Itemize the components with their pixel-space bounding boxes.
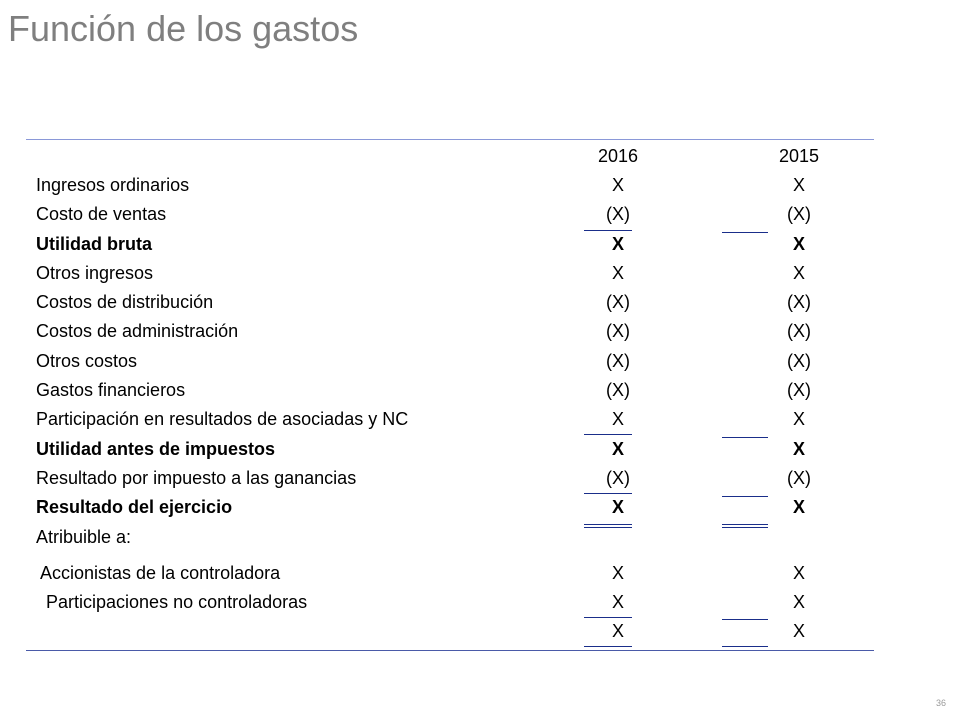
double-underline-2015 [722, 524, 768, 525]
table-row [36, 317, 876, 346]
row-label: Gastos financieros [36, 380, 186, 400]
table-row-final [36, 617, 876, 646]
table-row-subtotal [36, 230, 876, 259]
double-underline-2016 [584, 524, 632, 525]
double-underline-2016 [584, 646, 632, 647]
table-row [36, 405, 876, 434]
subtotal-underline-2016 [584, 493, 632, 494]
row-label: Utilidad bruta [36, 234, 152, 254]
value-2015: X [792, 409, 805, 429]
value-2015: X [792, 263, 805, 283]
double-underline-2015 [722, 646, 768, 647]
table-row [36, 559, 876, 588]
value-2015: (X) [787, 204, 811, 224]
value-2016: X [611, 497, 624, 517]
value-2016: (X) [606, 321, 630, 341]
value-2015: (X) [787, 321, 811, 341]
subtotal-underline-2015 [722, 232, 768, 233]
value-2016: X [611, 234, 624, 254]
table-row [36, 347, 876, 376]
value-2016: X [611, 563, 624, 583]
table-row [36, 288, 876, 317]
row-label: Otros ingresos [36, 263, 154, 283]
value-2015: (X) [787, 351, 811, 371]
table-row [36, 171, 876, 200]
value-2016: X [611, 592, 624, 612]
value-2016: (X) [606, 204, 630, 224]
subtotal-underline-2015 [722, 619, 768, 620]
value-2015: X [792, 497, 805, 517]
header-2015: 2015 [778, 146, 820, 166]
row-label: Participación en resultados de asociadas y NC [36, 409, 409, 429]
header-2016: 2016 [597, 146, 639, 166]
subtotal-underline-2015 [722, 437, 768, 438]
table-row [36, 200, 876, 229]
table-row [36, 588, 876, 617]
row-label: Atribuible a: [36, 527, 132, 547]
table-row [36, 464, 876, 493]
value-2015: X [792, 592, 805, 612]
value-2016: X [611, 175, 624, 195]
value-2015: X [792, 234, 805, 254]
value-2015: X [792, 175, 805, 195]
value-2016: X [611, 439, 624, 459]
subtotal-underline-2015 [722, 496, 768, 497]
value-2016: (X) [606, 351, 630, 371]
subtotal-underline-2016 [584, 434, 632, 435]
table-bottom-rule [26, 650, 874, 651]
value-2016: X [611, 409, 624, 429]
table-header-row [36, 142, 876, 171]
value-2016: (X) [606, 380, 630, 400]
value-2015: X [792, 621, 805, 641]
table-top-rule [26, 139, 874, 140]
subtotal-underline-2016 [584, 230, 632, 231]
double-underline-2015 [722, 527, 768, 528]
double-underline-2016 [584, 527, 632, 528]
table-row [36, 259, 876, 288]
row-label: Costos de distribución [36, 292, 214, 312]
row-label: Participaciones no controladoras [36, 592, 308, 612]
subtotal-underline-2016 [584, 617, 632, 618]
value-2016: X [611, 621, 624, 641]
row-label: Resultado por impuesto a las ganancias [36, 468, 357, 488]
value-2015: X [792, 563, 805, 583]
value-2015: (X) [787, 380, 811, 400]
row-label: Utilidad antes de impuestos [36, 439, 276, 459]
row-label: Resultado del ejercicio [36, 497, 233, 517]
table-row-total [36, 493, 876, 522]
value-2016: (X) [606, 292, 630, 312]
table-row-subtotal [36, 435, 876, 464]
slide-title: Función de los gastos [8, 8, 359, 49]
value-2015: (X) [787, 292, 811, 312]
value-2015: X [792, 439, 805, 459]
row-label: Costo de ventas [36, 204, 167, 224]
value-2016: X [611, 263, 624, 283]
row-label: Otros costos [36, 351, 138, 371]
value-2016: (X) [606, 468, 630, 488]
table-row [36, 376, 876, 405]
value-2015: (X) [787, 468, 811, 488]
row-label: Ingresos ordinarios [36, 175, 190, 195]
row-label: Accionistas de la controladora [36, 563, 281, 583]
page-number: 36 [935, 698, 946, 708]
row-label: Costos de administración [36, 321, 239, 341]
